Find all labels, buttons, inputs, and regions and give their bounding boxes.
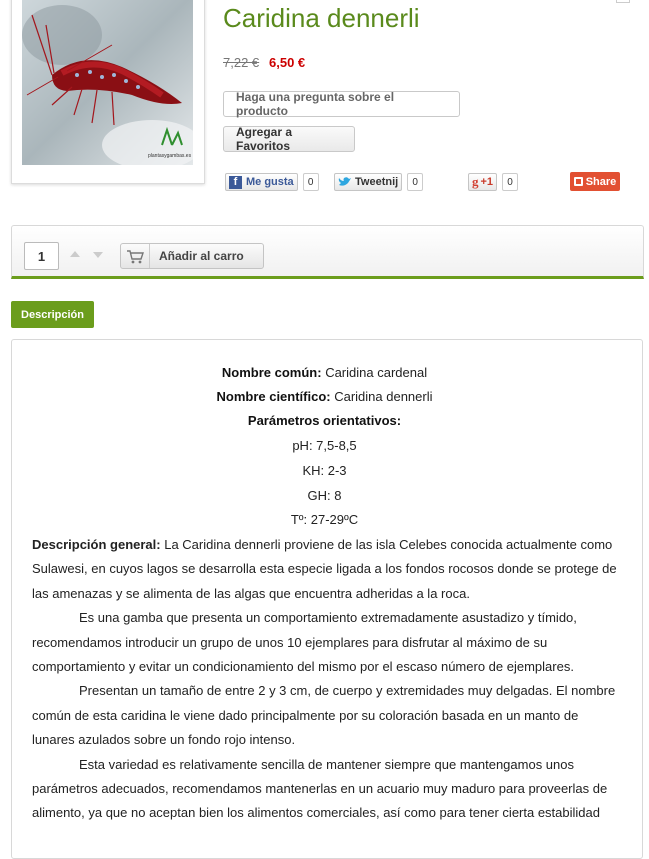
quantity-increase-icon[interactable] xyxy=(70,251,80,257)
scientific-name-line xyxy=(0,389,649,404)
scientific-name-value: Caridina dennerli xyxy=(330,389,433,404)
image-watermark-text: plantasygambas.es xyxy=(148,153,192,159)
product-title: Caridina dennerli xyxy=(223,3,420,33)
add-to-cart-bar xyxy=(11,225,644,279)
quantity-decrease-icon[interactable] xyxy=(93,252,103,258)
tweet-label: Tweetnij xyxy=(355,176,399,188)
add-to-cart-button[interactable] xyxy=(120,243,264,269)
product-image xyxy=(22,0,193,165)
common-name-value: Caridina cardenal xyxy=(321,365,428,380)
general-description-label: Descripción general: xyxy=(32,537,161,552)
scientific-name-label: Nombre científico: xyxy=(216,389,331,404)
facebook-like-count: 0 xyxy=(303,173,319,191)
care-paragraph: Esta variedad es relativamente sencilla de mantener siempre que mantengamos unos parámetros adecuados, recomendamos mantenerlas en un acuario muy maduro para proveerlas de alimento, ya que no aceptan bien los alimentos comerciales, así como para tener cierta estabilidad xyxy=(32,756,608,821)
parameters-heading: Parámetros orientativos: xyxy=(247,413,402,428)
twitter-icon xyxy=(338,176,352,188)
current-price: 6,50 € xyxy=(269,55,306,70)
quantity-input[interactable]: 1 xyxy=(24,242,59,270)
old-price: 7,22 € xyxy=(223,55,260,70)
facebook-like-widget xyxy=(225,172,319,192)
gh-value: GH: 8 xyxy=(307,488,342,503)
description-text xyxy=(32,533,622,826)
ph-value: pH: 7,5-8,5 xyxy=(292,438,357,453)
cart-icon xyxy=(121,244,150,268)
behavior-paragraph: Es una gamba que presenta un comportamiento extremadamente asustadizo y tímido, recomendamos introducir un grupo de unos 10 ejemplares para disfrutar al máximo de su comportamiento y evitar un condicionamiento del mismo por el escaso número de ejemplares. xyxy=(32,610,577,675)
google-plus-icon: g xyxy=(472,174,479,189)
ask-question-button[interactable]: Haga una pregunta sobre el producto xyxy=(223,91,460,117)
tab-description[interactable]: Descripción xyxy=(11,301,94,328)
google-plus-widget xyxy=(468,172,518,192)
add-favorites-button[interactable]: Agregar a Favoritos xyxy=(223,126,355,152)
temperature-value: Tº: 27-29ºC xyxy=(290,512,359,527)
facebook-icon: f xyxy=(229,176,242,189)
general-description-text: La Caridina dennerli proviene de las isla Celebes conocida actualmente como Sulawesi, en cuyos lagos se desarrolla esta especie ligada a los fondos rocosos donde se protege de las amenazas y se alimenta de las algas que encuentra adheridas a la roca. xyxy=(32,537,617,601)
appearance-paragraph: Presentan un tamaño de entre 2 y 3 cm, de cuerpo y extremidades muy delgadas. El nombre común de esta caridina le viene dado principalmente por su coloración basada en un manto de lunares azulados sobre un fondo rojo intenso. xyxy=(32,683,616,748)
google-plus-count: 0 xyxy=(502,173,518,191)
twitter-widget xyxy=(334,172,423,192)
kh-value: KH: 2-3 xyxy=(302,463,347,478)
tweet-button[interactable] xyxy=(334,173,402,191)
compare-icon[interactable] xyxy=(616,0,630,3)
share-label: Share xyxy=(585,175,617,188)
google-plus-label: +1 xyxy=(480,176,494,188)
product-image-frame[interactable] xyxy=(11,0,205,184)
facebook-like-label: Me gusta xyxy=(246,176,294,188)
add-to-cart-label: Añadir al carro xyxy=(159,249,244,263)
facebook-like-button[interactable] xyxy=(225,173,298,191)
share-icon xyxy=(574,177,583,186)
tweet-count: 0 xyxy=(407,173,423,191)
general-description-paragraph xyxy=(32,533,622,606)
share-button[interactable] xyxy=(570,172,620,191)
google-plus-button[interactable] xyxy=(468,173,497,191)
common-name-line xyxy=(0,365,649,380)
common-name-label: Nombre común: xyxy=(221,365,322,380)
